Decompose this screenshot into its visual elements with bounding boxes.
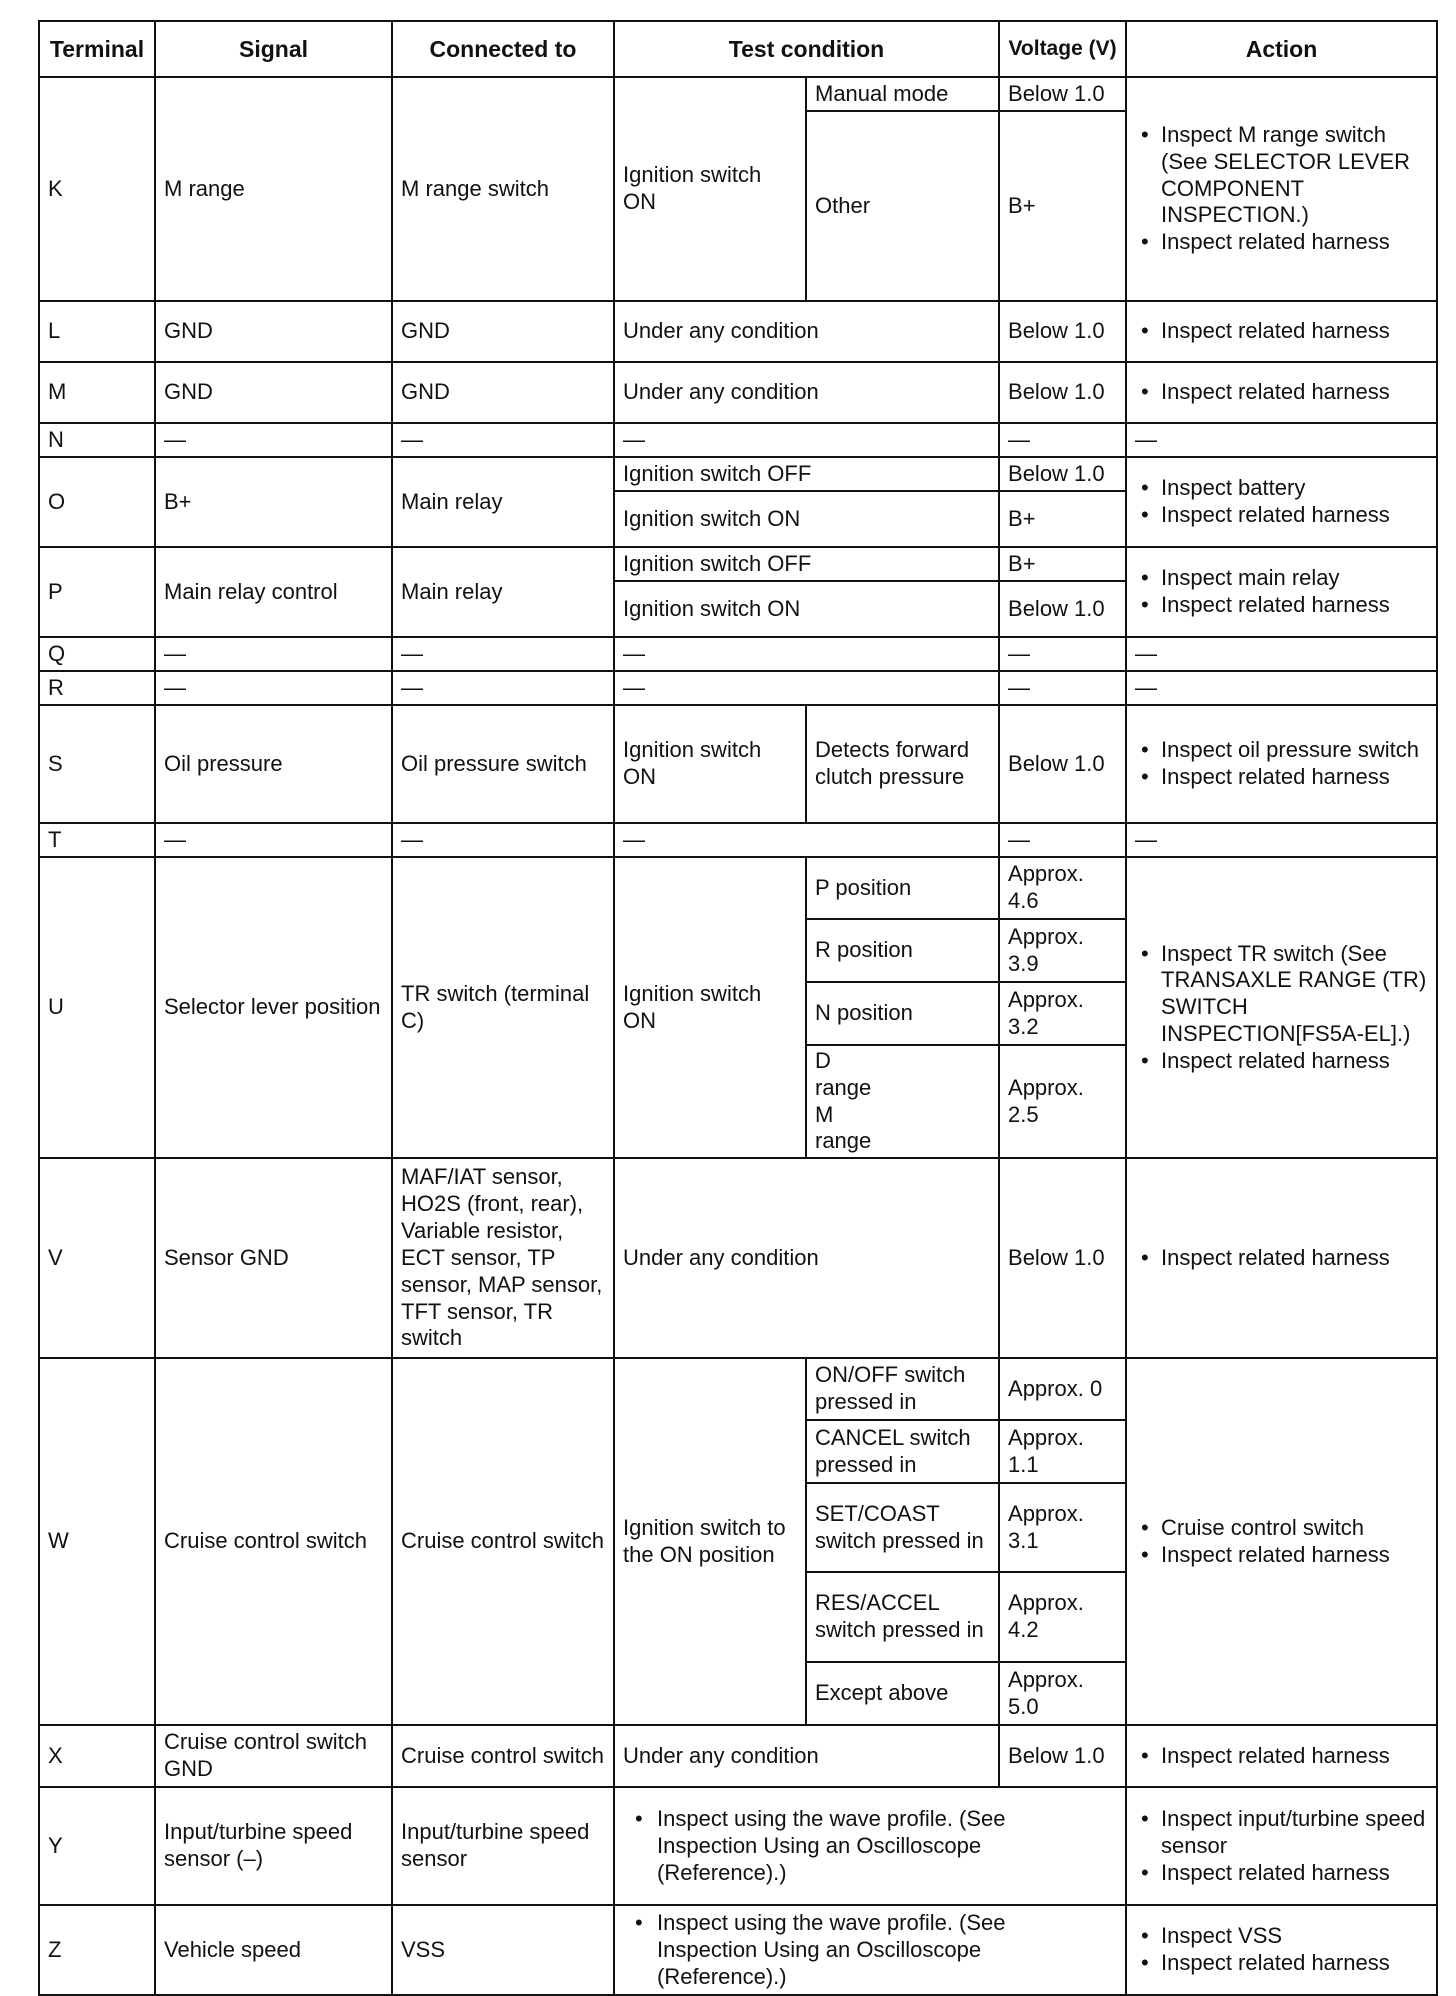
table-row <box>39 301 1437 362</box>
connected-cell: M range switch <box>392 77 614 301</box>
voltage-cell: Approx. 5.0 <box>999 1662 1126 1725</box>
terminal-cell: P <box>39 547 155 637</box>
terminal-cell: M <box>39 362 155 423</box>
connected-cell: Cruise control switch <box>392 1725 614 1787</box>
action-item: • Inspect M range switch (See SELECTOR LEVER COMPONENT INSPECTION.) <box>1135 122 1428 229</box>
action-item: • Inspect battery <box>1135 475 1428 502</box>
dash-cell: — <box>155 423 392 457</box>
action-list <box>1135 1515 1428 1569</box>
signal-cell: M range <box>155 77 392 301</box>
action-item: • Inspect related harness <box>1135 229 1428 256</box>
action-list <box>1135 379 1428 406</box>
subcondition-cell: ON/OFF switch pressed in <box>806 1358 999 1420</box>
action-list <box>1135 941 1428 1075</box>
connected-cell: VSS <box>392 1905 614 1995</box>
condition-list <box>623 1910 1117 1990</box>
condition-cell: Ignition switch ON <box>614 491 999 547</box>
table-row <box>39 671 1437 705</box>
condition-cell: Ignition switch to the ON position <box>614 1358 806 1725</box>
dash-cell: — <box>1126 671 1437 705</box>
signal-cell: Cruise control switch GND <box>155 1725 392 1787</box>
action-item: • Inspect related harness <box>1135 1950 1428 1977</box>
action-item: • Cruise control switch <box>1135 1515 1428 1542</box>
header-terminal: Terminal <box>39 21 155 77</box>
table-row <box>39 362 1437 423</box>
action-item: • Inspect related harness <box>1135 1245 1428 1272</box>
table-row <box>39 823 1437 857</box>
voltage-cell: B+ <box>999 491 1126 547</box>
voltage-cell: Below 1.0 <box>999 362 1126 423</box>
condition-cell: Ignition switch ON <box>614 705 806 823</box>
header-connected-to: Connected to <box>392 21 614 77</box>
voltage-cell: Approx. 3.2 <box>999 982 1126 1045</box>
terminal-cell: O <box>39 457 155 547</box>
terminal-cell: Y <box>39 1787 155 1905</box>
condition-list <box>623 1806 1117 1886</box>
terminal-cell: R <box>39 671 155 705</box>
subcondition-cell: P position <box>806 857 999 919</box>
dash-cell: — <box>614 823 999 857</box>
action-cell <box>1126 1787 1437 1905</box>
connected-cell: GND <box>392 301 614 362</box>
action-item: • Inspect related harness <box>1135 1542 1428 1569</box>
dash-cell: — <box>999 823 1126 857</box>
subcondition-cell: D range M range <box>806 1045 999 1158</box>
header-test-condition: Test condition <box>614 21 999 77</box>
table-row <box>39 1158 1437 1358</box>
signal-cell: Vehicle speed <box>155 1905 392 1995</box>
terminal-cell: T <box>39 823 155 857</box>
condition-cell: Ignition switch OFF <box>614 457 999 491</box>
signal-cell: GND <box>155 362 392 423</box>
action-cell <box>1126 857 1437 1158</box>
terminal-cell: K <box>39 77 155 301</box>
connected-cell: Oil pressure switch <box>392 705 614 823</box>
dash-cell: — <box>614 671 999 705</box>
action-cell <box>1126 1905 1437 1995</box>
table-row <box>39 1725 1437 1787</box>
action-item: • Inspect oil pressure switch <box>1135 737 1428 764</box>
connected-cell: MAF/IAT sensor, HO2S (front, rear), Variable resistor, ECT sensor, TP sensor, MAP sensor, TFT sensor, TR switch <box>392 1158 614 1358</box>
action-item: • Inspect related harness <box>1135 592 1428 619</box>
header-action: Action <box>1126 21 1437 77</box>
dash-cell: — <box>155 823 392 857</box>
signal-cell: Input/turbine speed sensor (–) <box>155 1787 392 1905</box>
subcondition-cell: R position <box>806 919 999 982</box>
dash-cell: — <box>999 423 1126 457</box>
condition-cell: Under any condition <box>614 1725 999 1787</box>
dash-cell: — <box>1126 823 1437 857</box>
voltage-cell: B+ <box>999 547 1126 581</box>
voltage-cell: Below 1.0 <box>999 301 1126 362</box>
table-row <box>39 1905 1437 1995</box>
signal-cell: Sensor GND <box>155 1158 392 1358</box>
dash-cell: — <box>392 671 614 705</box>
terminal-cell: V <box>39 1158 155 1358</box>
connected-cell: Cruise control switch <box>392 1358 614 1725</box>
terminal-cell: W <box>39 1358 155 1725</box>
action-item: • Inspect main relay <box>1135 565 1428 592</box>
dash-cell: — <box>614 637 999 671</box>
terminal-cell: Z <box>39 1905 155 1995</box>
dash-cell: — <box>999 671 1126 705</box>
action-item: • Inspect related harness <box>1135 764 1428 791</box>
voltage-cell: Approx. 4.6 <box>999 857 1126 919</box>
condition-item: • Inspect using the wave profile. (See Inspection Using an Oscilloscope (Reference).) <box>623 1910 1117 1990</box>
voltage-cell: Approx. 0 <box>999 1358 1126 1420</box>
condition-cell: Under any condition <box>614 301 999 362</box>
terminal-cell: U <box>39 857 155 1158</box>
action-cell <box>1126 1158 1437 1358</box>
action-item: • Inspect related harness <box>1135 379 1428 406</box>
table-row <box>39 423 1437 457</box>
condition-cell: Ignition switch ON <box>614 581 999 637</box>
signal-cell: Main relay control <box>155 547 392 637</box>
voltage-cell: Below 1.0 <box>999 457 1126 491</box>
action-cell <box>1126 77 1437 301</box>
connected-cell: TR switch (terminal C) <box>392 857 614 1158</box>
dash-cell: — <box>614 423 999 457</box>
header-row <box>39 21 1437 77</box>
voltage-cell: Below 1.0 <box>999 1158 1126 1358</box>
action-item: • Inspect related harness <box>1135 1860 1428 1887</box>
terminal-cell: S <box>39 705 155 823</box>
table-row <box>39 637 1437 671</box>
table-row <box>39 1358 1437 1420</box>
table-row <box>39 77 1437 111</box>
terminal-spec-table <box>38 20 1438 1996</box>
table-row <box>39 547 1437 581</box>
signal-cell: GND <box>155 301 392 362</box>
action-item: • Inspect related harness <box>1135 1743 1428 1770</box>
action-cell <box>1126 362 1437 423</box>
voltage-cell: Below 1.0 <box>999 77 1126 111</box>
voltage-cell: Approx. 2.5 <box>999 1045 1126 1158</box>
subcondition-cell: RES/ACCEL switch pressed in <box>806 1572 999 1662</box>
action-list <box>1135 318 1428 345</box>
signal-cell: B+ <box>155 457 392 547</box>
table-row <box>39 457 1437 491</box>
condition-cell <box>614 1787 1126 1905</box>
dash-cell: — <box>155 637 392 671</box>
connected-cell: Main relay <box>392 457 614 547</box>
subcondition-cell: CANCEL switch pressed in <box>806 1420 999 1483</box>
action-cell <box>1126 547 1437 637</box>
dash-cell: — <box>1126 637 1437 671</box>
terminal-cell: N <box>39 423 155 457</box>
table-row <box>39 1787 1437 1905</box>
voltage-cell: Approx. 3.1 <box>999 1483 1126 1572</box>
signal-cell: Oil pressure <box>155 705 392 823</box>
table-row <box>39 705 1437 823</box>
action-list <box>1135 565 1428 619</box>
condition-cell: Under any condition <box>614 1158 999 1358</box>
connected-cell: Main relay <box>392 547 614 637</box>
voltage-cell: Below 1.0 <box>999 705 1126 823</box>
subcondition-cell: Manual mode <box>806 77 999 111</box>
condition-cell: Ignition switch ON <box>614 857 806 1158</box>
action-list <box>1135 1743 1428 1770</box>
condition-cell: Ignition switch OFF <box>614 547 999 581</box>
connected-cell: GND <box>392 362 614 423</box>
voltage-cell: Below 1.0 <box>999 581 1126 637</box>
condition-cell: Under any condition <box>614 362 999 423</box>
action-list <box>1135 1923 1428 1977</box>
action-list <box>1135 1806 1428 1886</box>
subcondition-cell: Except above <box>806 1662 999 1725</box>
action-list <box>1135 122 1428 256</box>
action-item: • Inspect TR switch (See TRANSAXLE RANGE (TR) SWITCH INSPECTION[FS5A-EL].) <box>1135 941 1428 1048</box>
subcondition-cell: Other <box>806 111 999 301</box>
action-item: • Inspect VSS <box>1135 1923 1428 1950</box>
header-voltage: Voltage (V) <box>999 21 1126 77</box>
action-list <box>1135 1245 1428 1272</box>
connected-cell: Input/turbine speed sensor <box>392 1787 614 1905</box>
dash-cell: — <box>392 637 614 671</box>
action-cell <box>1126 1725 1437 1787</box>
condition-cell: Ignition switch ON <box>614 77 806 301</box>
condition-item: • Inspect using the wave profile. (See Inspection Using an Oscilloscope (Reference).) <box>623 1806 1117 1886</box>
action-cell <box>1126 705 1437 823</box>
signal-cell: Cruise control switch <box>155 1358 392 1725</box>
dash-cell: — <box>392 423 614 457</box>
condition-cell <box>614 1905 1126 1995</box>
voltage-cell: Below 1.0 <box>999 1725 1126 1787</box>
subcondition-cell: Detects forward clutch pressure <box>806 705 999 823</box>
header-signal: Signal <box>155 21 392 77</box>
action-item: • Inspect related harness <box>1135 318 1428 345</box>
voltage-cell: Approx. 4.2 <box>999 1572 1126 1662</box>
action-list <box>1135 737 1428 791</box>
terminal-cell: Q <box>39 637 155 671</box>
subcondition-cell: SET/COAST switch pressed in <box>806 1483 999 1572</box>
terminal-cell: X <box>39 1725 155 1787</box>
voltage-cell: B+ <box>999 111 1126 301</box>
signal-cell: Selector lever position <box>155 857 392 1158</box>
subcondition-cell: N position <box>806 982 999 1045</box>
action-cell <box>1126 457 1437 547</box>
dash-cell: — <box>392 823 614 857</box>
action-item: • Inspect related harness <box>1135 502 1428 529</box>
voltage-cell: Approx. 3.9 <box>999 919 1126 982</box>
action-list <box>1135 475 1428 529</box>
action-item: • Inspect related harness <box>1135 1048 1428 1075</box>
document <box>38 20 1436 1996</box>
action-cell <box>1126 301 1437 362</box>
action-cell <box>1126 1358 1437 1725</box>
table-row <box>39 857 1437 919</box>
dash-cell: — <box>155 671 392 705</box>
dash-cell: — <box>999 637 1126 671</box>
terminal-cell: L <box>39 301 155 362</box>
voltage-cell: Approx. 1.1 <box>999 1420 1126 1483</box>
dash-cell: — <box>1126 423 1437 457</box>
action-item: • Inspect input/turbine speed sensor <box>1135 1806 1428 1860</box>
